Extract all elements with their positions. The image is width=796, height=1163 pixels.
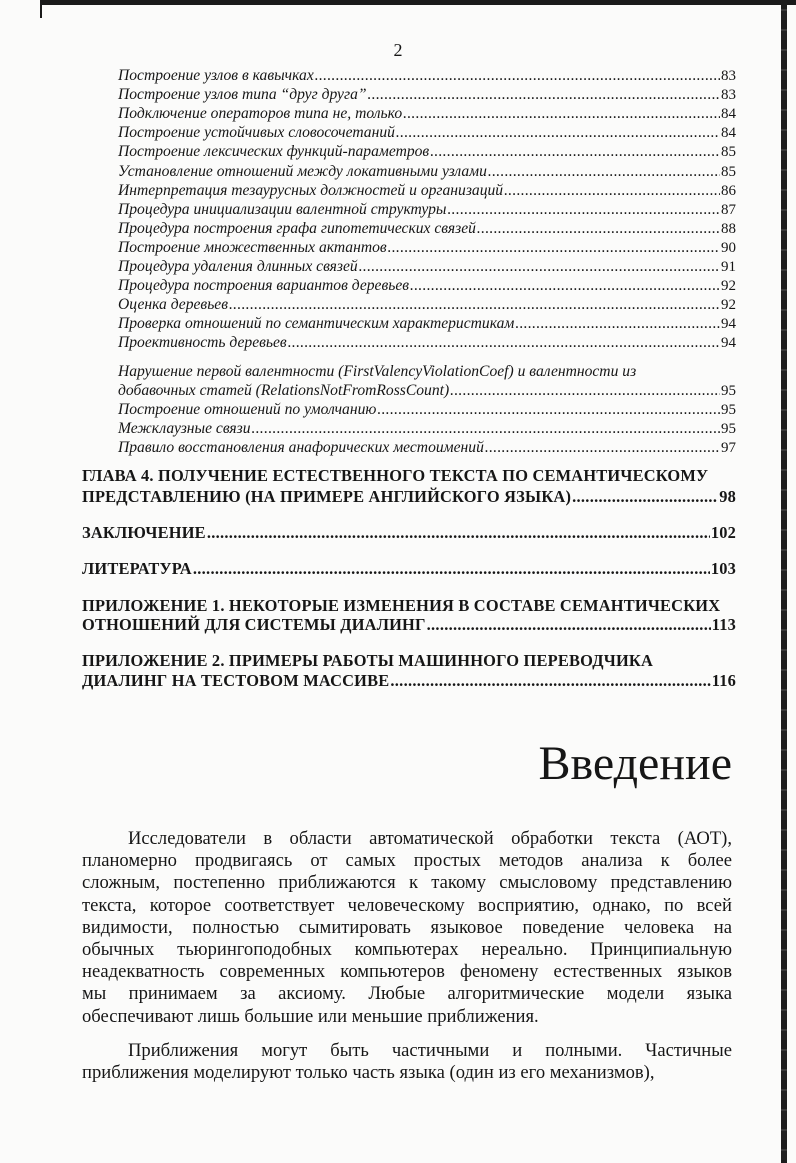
toc-leader-dots xyxy=(410,277,720,295)
toc-chapter-title: ЗАКЛЮЧЕНИЕ xyxy=(82,523,206,542)
toc-leader-dots xyxy=(288,334,720,352)
toc-leader-dots xyxy=(488,163,720,181)
toc-literature[interactable] xyxy=(82,559,736,578)
toc-leader-dots xyxy=(368,86,720,104)
toc-leader-dots xyxy=(477,220,720,238)
toc-entry-title: Процедура инициализации валентной структуры xyxy=(118,200,447,218)
toc-entry-title: Процедура удаления длинных связей xyxy=(118,258,358,275)
toc-chapter-page: 116 xyxy=(711,671,736,690)
toc-leader-dots xyxy=(359,258,720,276)
toc-entry-title: Проверка отношений по семантическим характеристикам xyxy=(118,315,515,333)
toc-chapter-title: ОТНОШЕНИЙ ДЛЯ СИСТЕМЫ ДИАЛИНГ xyxy=(82,615,426,634)
toc-entry-title: Построение узлов в кавычках xyxy=(118,67,314,84)
toc-entry-title: Проективность деревьев xyxy=(118,334,287,352)
toc-entry-page: 84 xyxy=(721,106,736,123)
toc-chapter-page: 103 xyxy=(710,559,736,578)
toc-leader-dots xyxy=(390,671,710,690)
toc-leader-dots xyxy=(450,382,720,400)
toc-chapter-4[interactable] xyxy=(82,487,736,506)
introduction-heading: Введение xyxy=(538,737,732,790)
appendix-2-title-line1: ПРИЛОЖЕНИЕ 2. ПРИМЕРЫ РАБОТЫ МАШИННОГО ПЕРЕВОДЧИКА xyxy=(82,651,654,670)
page-number: 2 xyxy=(393,40,403,60)
toc-entry-page: 83 xyxy=(721,87,736,104)
toc-entry-page: 92 xyxy=(721,278,736,295)
toc-chapter-title: ПРЕДСТАВЛЕНИЮ (НА ПРИМЕРЕ АНГЛИЙСКОГО ЯЗЫКА) xyxy=(82,487,572,506)
chapter-4-title-line1: ГЛАВА 4. ПОЛУЧЕНИЕ ЕСТЕСТВЕННОГО ТЕКСТА ПО СЕМАНТИЧЕСКОМУ xyxy=(82,466,709,485)
toc-entry[interactable] xyxy=(118,163,736,181)
intro-paragraph-2 xyxy=(82,1040,732,1084)
paragraph-line: обычных тьюрингоподобных компьютерах нереально. Принципиальную xyxy=(82,939,732,961)
toc-leader-dots xyxy=(403,105,720,123)
toc-entry[interactable] xyxy=(118,334,736,352)
toc-entry-page: 85 xyxy=(721,163,736,180)
paragraph-line: приближения моделируют только часть языка (один из его механизмов), xyxy=(82,1062,655,1084)
toc-entry[interactable] xyxy=(118,86,736,104)
toc-entry-title: Межклаузные связи xyxy=(118,420,251,438)
toc-entry-page: 83 xyxy=(721,68,736,84)
toc-conclusion[interactable] xyxy=(82,523,736,542)
toc-entry[interactable] xyxy=(118,296,736,314)
toc-entry[interactable] xyxy=(118,105,736,123)
toc-leader-dots xyxy=(485,439,720,457)
toc-entry[interactable] xyxy=(118,220,736,238)
toc-chapter-page: 102 xyxy=(710,523,736,542)
toc-leader-dots xyxy=(229,296,720,314)
toc-entry[interactable] xyxy=(118,401,736,419)
toc-entry-title: Процедура построения вариантов деревьев xyxy=(118,277,410,295)
paragraph-line: мы принимаем за аксиому. Любые алгоритмические модели языка xyxy=(82,983,732,1005)
toc-entry-page: 84 xyxy=(721,125,736,142)
toc-entry-page: 95 xyxy=(721,383,736,399)
toc-leader-dots xyxy=(377,401,720,419)
toc-entry-page: 97 xyxy=(721,440,736,457)
toc-leader-dots xyxy=(315,67,720,85)
toc-leader-dots xyxy=(193,559,710,578)
toc-entry[interactable] xyxy=(118,277,736,295)
toc-entry-title: Построение множественных актантов xyxy=(118,238,387,256)
toc-chapter-page: 98 xyxy=(719,487,736,506)
toc-appendix-2[interactable] xyxy=(82,671,736,690)
toc-entry-title: Подключение операторов типа не, только xyxy=(118,105,403,123)
toc-leader-dots xyxy=(388,239,720,257)
toc-entry-page: 87 xyxy=(721,201,736,218)
toc-entry-page: 90 xyxy=(721,239,736,256)
toc-entry-title: Построение узлов типа “друг друга” xyxy=(118,86,367,104)
toc-chapter-page: 113 xyxy=(711,615,736,634)
toc-entry-page: 85 xyxy=(721,144,736,161)
toc-entry[interactable] xyxy=(118,182,736,200)
toc-entry[interactable] xyxy=(118,420,736,438)
toc-entry[interactable] xyxy=(118,124,736,142)
toc-leader-dots xyxy=(430,143,720,161)
toc-leader-dots xyxy=(396,124,720,142)
toc-entry-page: 94 xyxy=(721,316,736,333)
toc-entry[interactable] xyxy=(118,239,736,257)
toc-entry-title: Построение лексических функций-параметров xyxy=(118,143,430,161)
toc-entry-title: Процедура построения графа гипотетических связей xyxy=(118,219,476,237)
toc-entry-page: 91 xyxy=(721,259,736,275)
toc-entry-page: 94 xyxy=(721,335,736,352)
toc-appendix-1[interactable] xyxy=(82,615,736,634)
toc-entry-wrapped[interactable] xyxy=(118,382,736,400)
paragraph-line: Исследователи в области автоматической обработки текста (АОТ), xyxy=(128,828,732,849)
toc-leader-dots xyxy=(207,523,710,542)
toc-entry-title: Построение отношений по умолчанию xyxy=(118,401,377,418)
scan-edge-top xyxy=(40,0,796,5)
scan-edge-left xyxy=(40,0,42,18)
paragraph-line: текста, которое соответствует человеческому восприятию, однако, по всей xyxy=(82,894,732,916)
toc-entry[interactable] xyxy=(118,258,736,276)
toc-entry-wrapped-line1: Нарушение первой валентности (FirstValencyViolationCoef) и валентности из xyxy=(118,363,637,380)
toc-entry[interactable] xyxy=(118,315,736,333)
toc-entry-title: добавочных статей (RelationsNotFromRossCount) xyxy=(118,382,450,399)
toc-entry-page: 95 xyxy=(721,421,736,438)
intro-paragraph-1 xyxy=(82,828,732,1028)
paragraph-line: планомерно продвигаясь от самых простых методов анализа к более xyxy=(82,850,732,872)
paragraph-line: сложным, постепенно приближаются к такому смысловому представлению xyxy=(82,872,732,894)
toc-entry[interactable] xyxy=(118,439,736,457)
toc-entry-title: Оценка деревьев xyxy=(118,296,228,314)
toc-entry[interactable] xyxy=(118,201,736,219)
toc-entry-page: 95 xyxy=(721,402,736,418)
toc-entry-title: Правило восстановления анафорических местоимений xyxy=(118,439,484,457)
toc-entry-page: 88 xyxy=(721,220,736,237)
toc-leader-dots xyxy=(447,201,720,219)
paragraph-line: видимости, полностью сымитировать языковое поведение человека на xyxy=(82,916,732,938)
toc-leader-dots xyxy=(427,615,711,634)
toc-chapter-title: ЛИТЕРАТУРА xyxy=(82,559,192,578)
toc-leader-dots xyxy=(515,315,720,333)
toc-entry-page: 86 xyxy=(721,182,736,199)
paragraph-line: неадекватность современных компьютеров феномену естественных языков xyxy=(82,961,732,983)
toc-entry-title: Построение устойчивых словосочетаний xyxy=(118,124,395,142)
scan-edge-right xyxy=(781,0,787,1163)
toc-chapter-title: ДИАЛИНГ НА ТЕСТОВОМ МАССИВЕ xyxy=(82,671,390,690)
toc-leader-dots xyxy=(504,182,720,200)
toc-entry[interactable] xyxy=(118,143,736,161)
toc-leader-dots xyxy=(572,487,718,506)
paragraph-line: обеспечивают лишь большие или меньшие приближения. xyxy=(82,1005,539,1027)
paragraph-line: Приближения могут быть частичными и полными. Частичные xyxy=(128,1040,732,1061)
toc-entry[interactable] xyxy=(118,67,736,85)
appendix-1-title-line1: ПРИЛОЖЕНИЕ 1. НЕКОТОРЫЕ ИЗМЕНЕНИЯ В СОСТАВЕ СЕМАНТИЧЕСКИХ xyxy=(82,596,721,615)
toc-entry-title: Интерпретация тезаурусных должностей и организаций xyxy=(118,181,504,199)
toc-entry-page: 92 xyxy=(721,297,736,314)
toc-leader-dots xyxy=(252,420,720,438)
toc-entry-title: Установление отношений между локативными узлами xyxy=(118,162,487,180)
